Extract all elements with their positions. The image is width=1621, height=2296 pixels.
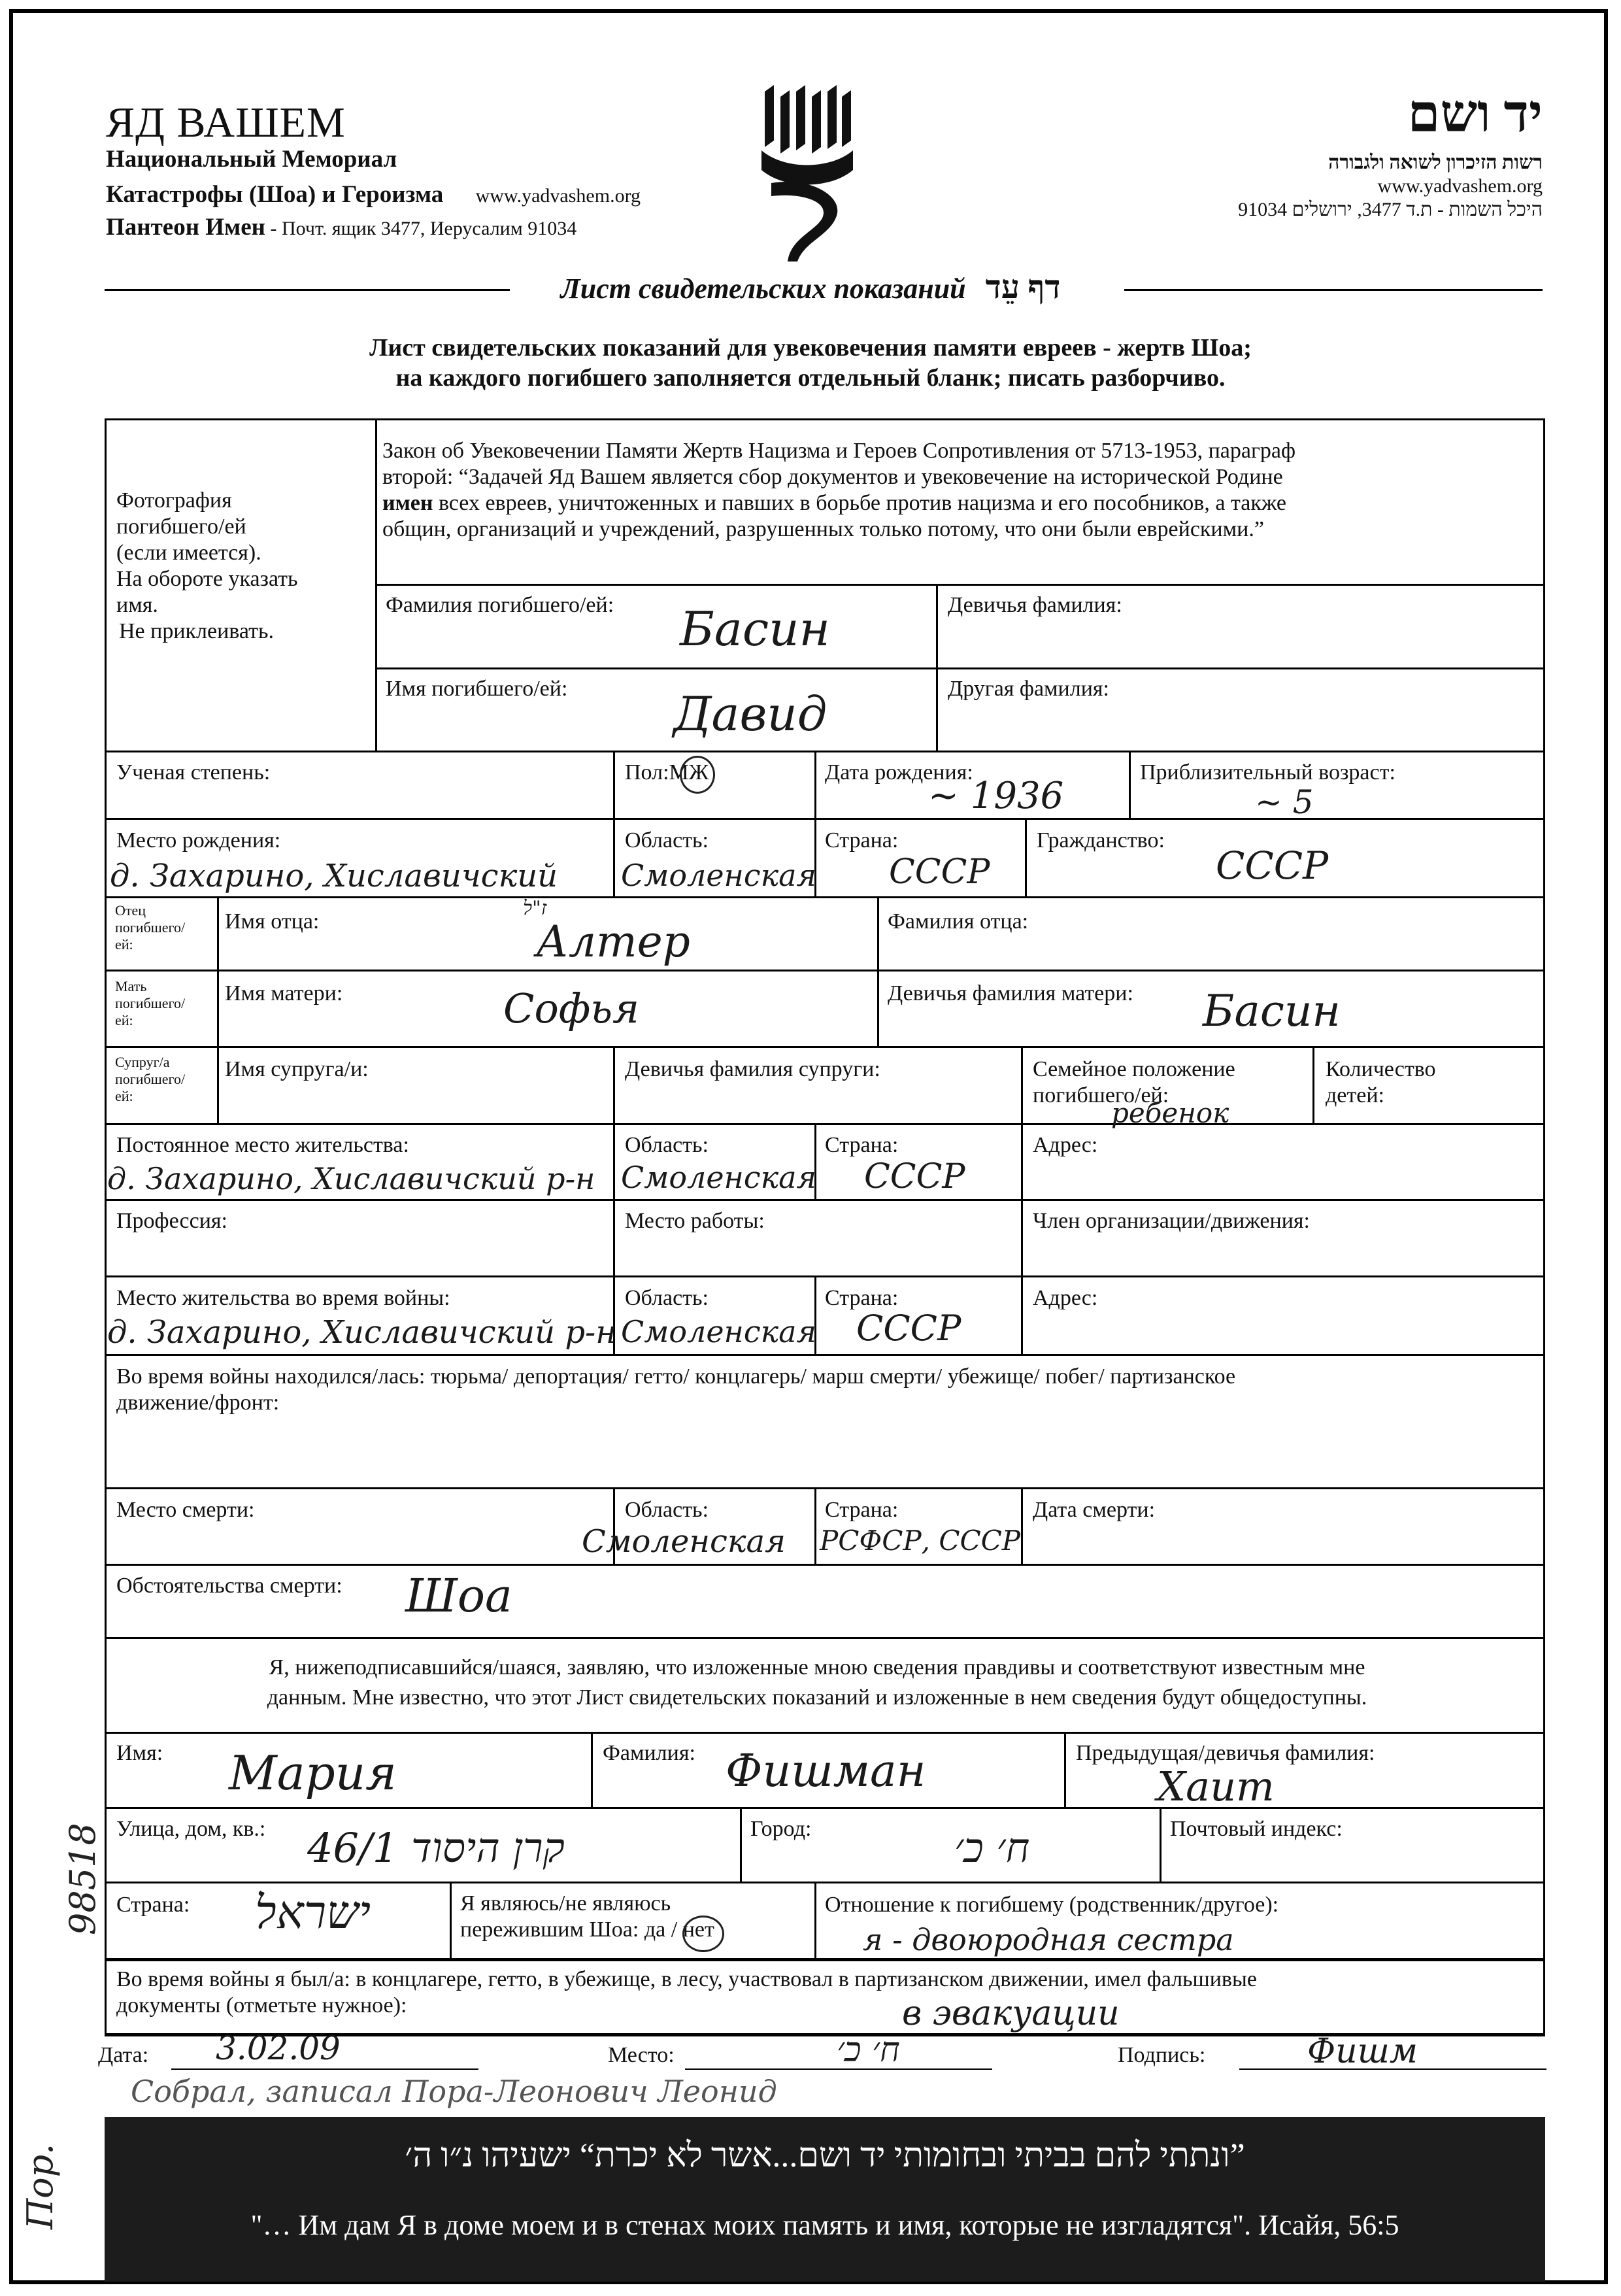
spouse-side-label: Супруг/а погибшего/ ей: (115, 1054, 186, 1104)
side-initials: Пор. (20, 2143, 61, 2229)
submitter-war-value[interactable]: в эвакуации (902, 1994, 1120, 2033)
residence-country-value[interactable]: СССР (864, 1157, 965, 1196)
mother-side-label: Мать погибшего/ ей: (115, 978, 186, 1028)
approx-age-value[interactable]: ~ 5 (1255, 783, 1314, 821)
declaration-line-2: данным. Мне известно, что этот Лист свидетельских показаний и изложенные в нем сведения будут общедоступны. (267, 1685, 1367, 1710)
survivor-yes-option[interactable]: да (644, 1917, 666, 1942)
signature-value[interactable]: Фишм (1307, 2032, 1418, 2071)
mother-maiden-value[interactable]: Басин (1203, 986, 1341, 1036)
degree-label: Ученая степень: (116, 760, 271, 785)
marital-label: Семейное положение погибшего/ей: (1033, 1057, 1235, 1107)
birth-region-value[interactable]: Смоленская (621, 858, 816, 893)
surname-value[interactable]: Басин (680, 601, 830, 656)
death-circ-label: Обстоятельства смерти: (116, 1574, 343, 1598)
submitter-city-label: Город: (750, 1817, 812, 1841)
first-name-value[interactable]: Давид (673, 686, 827, 741)
birthplace-value[interactable]: д. Захарино, Хиславичский (110, 858, 558, 894)
photo-instructions: Фотография погибшего/ей (если имеется). На обороте указать имя. Не приклеивать. (116, 488, 298, 643)
mother-name-value[interactable]: Софья (503, 985, 640, 1032)
submitter-prev-label: Предыдущая/девичья фамилия: (1076, 1741, 1375, 1765)
spouse-maiden-label: Девичья фамилия супруги: (625, 1057, 880, 1081)
sex-m-option[interactable]: М (669, 760, 689, 785)
org-line-1-ru: Национальный Мемориал (106, 146, 397, 173)
birth-country-label: Страна: (825, 828, 899, 853)
sex-m-circle (680, 756, 715, 794)
submitter-country-value[interactable]: ישראל (255, 1885, 371, 1939)
org-url-he[interactable]: www.yadvashem.org (1377, 175, 1543, 197)
sheet-title: Лист свидетельских показаний דף עֵד (560, 269, 1061, 305)
submitter-surname-label: Фамилия: (603, 1741, 695, 1765)
org-title-he: יד ושם (1407, 86, 1543, 143)
law-quote: Закон об Увековечении Памяти Жертв Нацизма и Героев Сопротивления от 5713-1953, параграф второй: “Задачей Яд Вашем является сбор документов и увековечение на исторической Родине имен всех евреев, уничтоженных и павших в борьбе против нацизма и его пособников, а также общин, организаций и учреждений, разрушенных только потому, что они были еврейскими.” (382, 439, 1296, 541)
birth-region-label: Область: (625, 828, 709, 853)
footer-quote-band (105, 2117, 1545, 2282)
side-number: 98518 (62, 1823, 103, 1935)
org-url-ru[interactable]: www.yadvashem.org (475, 185, 641, 207)
profession-label: Профессия: (116, 1209, 227, 1233)
residence-region-value[interactable]: Смоленская (621, 1160, 816, 1195)
submitter-city-value[interactable]: ח׳ כ׳ (954, 1824, 1030, 1872)
sex-field[interactable]: Пол:МЖ (625, 760, 709, 785)
mother-name-label: Имя матери: (225, 981, 343, 1005)
survivor-yes-circle (682, 1916, 724, 1952)
workplace-label: Место работы: (625, 1209, 765, 1233)
death-circ-value[interactable]: Шоа (405, 1569, 512, 1623)
survivor-no-option[interactable]: / нет (665, 1917, 714, 1942)
dob-label: Дата рождения: (825, 760, 973, 785)
org-title-ru: ЯД ВАШЕМ (106, 99, 346, 146)
wartime-country-value[interactable]: СССР (856, 1308, 961, 1349)
birth-country-value[interactable]: СССР (889, 853, 990, 892)
submitter-name-label: Имя: (116, 1741, 163, 1765)
approx-age-label: Приблизительный возраст: (1140, 760, 1395, 785)
wartime-region-label: Область: (625, 1286, 709, 1310)
other-surname-label: Другая фамилия: (948, 677, 1109, 701)
wartime-country-label: Страна: (825, 1286, 899, 1310)
death-country-label: Страна: (825, 1498, 899, 1522)
children-label: Количество детей: (1326, 1057, 1436, 1107)
date-label: Дата: (98, 2043, 149, 2067)
father-side-label: Отец погибшего/ ей: (115, 902, 186, 953)
footer-quote-ru: "… Им дам Я в доме моем и в стенах моих память и имя, которые не изгладятся". Исайя, 56:5 (250, 2209, 1399, 2241)
residence-label: Постоянное место жительства: (116, 1133, 409, 1157)
sex-f-option[interactable]: Ж (688, 760, 709, 785)
wartime-residence-value[interactable]: д. Захарино, Хиславичский р-н (107, 1314, 616, 1351)
death-region-value[interactable]: Смоленская (582, 1523, 786, 1560)
subtitle-line-1: Лист свидетельских показаний для увековечения памяти евреев - жертв Шоа; (369, 334, 1252, 362)
footer-quote-he: ”ונתתי להם בביתי ובחומותי יד ושם...אשר לא יכרת“ ישעיהו נ״ו ה׳ (405, 2137, 1245, 2174)
citizenship-label: Гражданство: (1037, 828, 1165, 853)
submitter-surname-value[interactable]: Фишман (726, 1746, 926, 1797)
wartime-address-label: Адрес: (1033, 1286, 1098, 1310)
date-value[interactable]: 3.02.09 (216, 2029, 341, 2067)
residence-country-label: Страна: (825, 1133, 899, 1157)
org-line-1-he: רשות הזיכרון לשואה ולגבורה (1328, 152, 1543, 173)
death-region-label: Область: (625, 1498, 709, 1522)
relation-label: Отношение к погибшему (родственник/другое): (825, 1893, 1279, 1917)
father-surname-label: Фамилия отца: (888, 909, 1029, 934)
signature-label: Подпись: (1118, 2043, 1206, 2067)
marital-value[interactable]: ребенок (1111, 1097, 1229, 1129)
declaration-line-1: Я, нижеподписавшийся/шаяся, заявляю, что изложенные мною сведения правдивы и соответствуют известным мне (269, 1655, 1365, 1680)
spouse-name-label: Имя супруга/и: (225, 1057, 369, 1081)
place-label: Место: (608, 2043, 675, 2067)
surname-label: Фамилия погибшего/ей: (386, 593, 614, 617)
yad-vashem-logo (758, 85, 856, 262)
submitter-country-label: Страна: (116, 1893, 190, 1917)
org-line-2-ru: Катастрофы (Шоа) и Героизма www.yadvashem.org (106, 181, 641, 208)
submitter-zip-label: Почтовый индекс: (1170, 1817, 1343, 1841)
submitter-street-value[interactable]: 46/1 קרן היסוד (307, 1824, 565, 1872)
birthplace-label: Место рождения: (116, 828, 281, 853)
death-date-label: Дата смерти: (1033, 1498, 1156, 1522)
member-label: Член организации/движения: (1033, 1209, 1310, 1233)
subtitle-line-2: на каждого погибшего заполняется отдельный бланк; писать разборчиво. (395, 364, 1226, 392)
survivor-field[interactable]: Я являюсь/не являюсь пережившим Шоа: да / нет (460, 1891, 714, 1942)
submitter-war-label: Во время войны я был/а: в концлагере, гетто, в убежище, в лесу, участвовал в партизанском движении, имел фальшивые документы (отметьте нужное): (116, 1967, 1257, 2017)
place-value[interactable]: ח׳ כ׳ (837, 2031, 900, 2070)
death-country-value[interactable]: РСФСР, СССР (820, 1525, 1021, 1557)
dob-value[interactable]: ~ 1936 (928, 775, 1064, 817)
father-name-value[interactable]: Алтер (536, 917, 690, 967)
first-name-label: Имя погибшего/ей: (386, 677, 568, 701)
death-place-label: Место смерти: (116, 1498, 255, 1522)
residence-address-label: Адрес: (1033, 1133, 1098, 1157)
father-note: ז"ל (523, 897, 547, 920)
father-name-label: Имя отца: (225, 909, 320, 934)
org-line-3-he: היכל השמות - ת.ד 3477, ירושלים 91034 (1238, 199, 1543, 220)
mother-maiden-label: Девичья фамилия матери: (888, 981, 1133, 1005)
org-line-3-ru: Пантеон Имен - Почт. ящик 3477, Иерусалим 91034 (106, 214, 577, 241)
submitter-street-label: Улица, дом, кв.: (116, 1817, 266, 1841)
submitter-name-value[interactable]: Мария (229, 1746, 397, 1800)
wartime-residence-label: Место жительства во время войны: (116, 1286, 450, 1310)
relation-value[interactable]: я - двоюродная сестра (863, 1922, 1234, 1957)
maiden-label: Девичья фамилия: (948, 593, 1122, 617)
submitter-prev-value[interactable]: Хаит (1157, 1763, 1275, 1810)
wartime-status-label: Во время войны находился/лась: тюрьма/ депортация/ гетто/ концлагерь/ марш смерти/ убежище/ побег/ партизанское движение/фронт: (116, 1364, 1236, 1415)
citizenship-value[interactable]: СССР (1216, 843, 1329, 888)
wartime-region-value[interactable]: Смоленская (621, 1314, 816, 1349)
collector-note: Собрал, записал Пора-Леонович Леонид (131, 2074, 777, 2109)
residence-region-label: Область: (625, 1133, 709, 1157)
residence-value[interactable]: д. Захарино, Хиславичский р-н (107, 1161, 595, 1196)
